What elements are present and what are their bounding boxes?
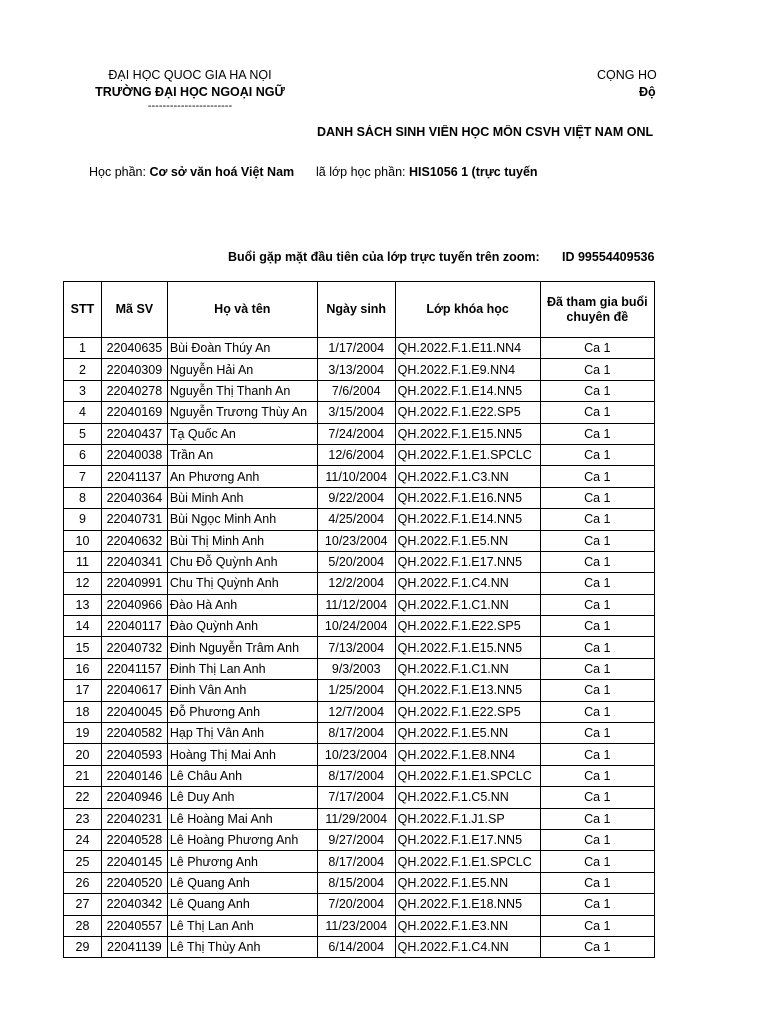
cell-stt: 4 <box>64 402 102 423</box>
column-header: Họ và tên <box>167 282 317 338</box>
cell-full-name: Lê Phương Anh <box>167 851 317 872</box>
cell-stt: 20 <box>64 744 102 765</box>
cell-session: Ca 1 <box>540 936 654 957</box>
cell-stt: 14 <box>64 616 102 637</box>
cell-student-id: 22040309 <box>101 359 167 380</box>
table-row <box>64 551 655 572</box>
course-name: Cơ sở văn hoá Việt Nam <box>149 165 295 179</box>
cell-stt: 2 <box>64 359 102 380</box>
cell-session: Ca 1 <box>540 594 654 615</box>
cell-birth-date: 12/7/2004 <box>317 701 395 722</box>
cell-full-name: Nguyễn Thị Thanh An <box>167 380 317 401</box>
cell-birth-date: 8/15/2004 <box>317 872 395 893</box>
table-row <box>64 594 655 615</box>
cell-class: QH.2022.F.1.E15.NN5 <box>395 637 540 658</box>
cell-birth-date: 3/13/2004 <box>317 359 395 380</box>
cell-student-id: 22040966 <box>101 594 167 615</box>
cell-birth-date: 8/17/2004 <box>317 851 395 872</box>
cell-birth-date: 5/20/2004 <box>317 551 395 572</box>
cell-stt: 18 <box>64 701 102 722</box>
cell-full-name: Đinh Vân Anh <box>167 680 317 701</box>
cell-session: Ca 1 <box>540 851 654 872</box>
cell-class: QH.2022.F.1.E16.NN5 <box>395 487 540 508</box>
cell-session: Ca 1 <box>540 573 654 594</box>
cell-birth-date: 11/12/2004 <box>317 594 395 615</box>
cell-class: QH.2022.F.1.E14.NN5 <box>395 509 540 530</box>
cell-class: QH.2022.F.1.C1.NN <box>395 594 540 615</box>
course-label: Học phần: <box>89 165 146 179</box>
cell-class: QH.2022.F.1.C5.NN <box>395 787 540 808</box>
cell-session: Ca 1 <box>540 530 654 551</box>
cell-birth-date: 11/23/2004 <box>317 915 395 936</box>
cell-birth-date: 4/25/2004 <box>317 509 395 530</box>
cell-birth-date: 10/23/2004 <box>317 744 395 765</box>
cell-stt: 22 <box>64 787 102 808</box>
cell-birth-date: 7/13/2004 <box>317 637 395 658</box>
cell-session: Ca 1 <box>540 551 654 572</box>
independence-heading: Độ <box>639 85 656 99</box>
table-row <box>64 723 655 744</box>
cell-birth-date: 3/15/2004 <box>317 402 395 423</box>
cell-student-id: 22040342 <box>101 894 167 915</box>
cell-stt: 16 <box>64 658 102 679</box>
cell-birth-date: 7/17/2004 <box>317 787 395 808</box>
university-name: ĐẠI HỌC QUOC GIA HA NỌI <box>108 68 272 82</box>
cell-class: QH.2022.F.1.E17.NN5 <box>395 829 540 850</box>
table-row <box>64 380 655 401</box>
cell-student-id: 22040732 <box>101 637 167 658</box>
cell-student-id: 22040731 <box>101 509 167 530</box>
cell-student-id: 22040635 <box>101 338 167 359</box>
cell-class: QH.2022.F.1.E11.NN4 <box>395 338 540 359</box>
cell-student-id: 22041137 <box>101 466 167 487</box>
cell-student-id: 22040169 <box>101 402 167 423</box>
cell-student-id: 22040117 <box>101 616 167 637</box>
column-header: Đã tham gia buổi chuyên đề <box>540 282 654 338</box>
table-row <box>64 872 655 893</box>
cell-session: Ca 1 <box>540 509 654 530</box>
cell-full-name: Bùi Ngọc Minh Anh <box>167 509 317 530</box>
cell-class: QH.2022.F.1.C3.NN <box>395 466 540 487</box>
cell-full-name: Lê Thị Lan Anh <box>167 915 317 936</box>
cell-stt: 5 <box>64 423 102 444</box>
student-roster-table <box>63 281 655 958</box>
cell-birth-date: 7/6/2004 <box>317 380 395 401</box>
cell-full-name: Lê Quang Anh <box>167 872 317 893</box>
cell-full-name: Lê Quang Anh <box>167 894 317 915</box>
cell-birth-date: 8/17/2004 <box>317 723 395 744</box>
cell-class: QH.2022.F.1.E18.NN5 <box>395 894 540 915</box>
cell-full-name: Đỗ Phương Anh <box>167 701 317 722</box>
cell-full-name: Lê Thị Thùy Anh <box>167 936 317 957</box>
cell-session: Ca 1 <box>540 723 654 744</box>
table-row <box>64 423 655 444</box>
cell-full-name: Đinh Nguyễn Trâm Anh <box>167 637 317 658</box>
cell-session: Ca 1 <box>540 402 654 423</box>
table-row <box>64 338 655 359</box>
cell-birth-date: 12/2/2004 <box>317 573 395 594</box>
cell-student-id: 22040520 <box>101 872 167 893</box>
cell-class: QH.2022.F.1.E13.NN5 <box>395 680 540 701</box>
cell-stt: 26 <box>64 872 102 893</box>
zoom-meeting-label: Buổi gặp mặt đầu tiên của lớp trực tuyến trên zoom: <box>228 250 540 264</box>
cell-birth-date: 7/20/2004 <box>317 894 395 915</box>
cell-stt: 17 <box>64 680 102 701</box>
cell-full-name: Hạp Thị Vân Anh <box>167 723 317 744</box>
cell-session: Ca 1 <box>540 680 654 701</box>
cell-session: Ca 1 <box>540 637 654 658</box>
document-title: DANH SÁCH SINH VIÊN HỌC MÔN CSVH VIỆT NAM ONL <box>317 125 654 139</box>
table-row <box>64 573 655 594</box>
cell-birth-date: 10/24/2004 <box>317 616 395 637</box>
table-row <box>64 936 655 957</box>
cell-student-id: 22040946 <box>101 787 167 808</box>
table-row <box>64 808 655 829</box>
cell-stt: 21 <box>64 765 102 786</box>
cell-session: Ca 1 <box>540 338 654 359</box>
cell-student-id: 22040632 <box>101 530 167 551</box>
cell-session: Ca 1 <box>540 744 654 765</box>
cell-session: Ca 1 <box>540 380 654 401</box>
cell-session: Ca 1 <box>540 359 654 380</box>
cell-class: QH.2022.F.1.C1.NN <box>395 658 540 679</box>
cell-class: QH.2022.F.1.C4.NN <box>395 573 540 594</box>
cell-student-id: 22040528 <box>101 829 167 850</box>
cell-full-name: Nguyễn Trương Thùy An <box>167 402 317 423</box>
cell-full-name: Bùi Minh Anh <box>167 487 317 508</box>
cell-birth-date: 1/25/2004 <box>317 680 395 701</box>
cell-full-name: Tạ Quốc An <box>167 423 317 444</box>
cell-student-id: 22040341 <box>101 551 167 572</box>
cell-birth-date: 12/6/2004 <box>317 444 395 465</box>
cell-class: QH.2022.F.1.E5.NN <box>395 723 540 744</box>
cell-class: QH.2022.F.1.E1.SPCLC <box>395 765 540 786</box>
cell-student-id: 22040231 <box>101 808 167 829</box>
cell-class: QH.2022.F.1.E22.SP5 <box>395 701 540 722</box>
cell-stt: 19 <box>64 723 102 744</box>
republic-heading: CỌNG HO <box>597 68 657 82</box>
cell-session: Ca 1 <box>540 658 654 679</box>
cell-student-id: 22040038 <box>101 444 167 465</box>
table-row <box>64 444 655 465</box>
cell-class: QH.2022.F.1.E5.NN <box>395 872 540 893</box>
cell-birth-date: 11/29/2004 <box>317 808 395 829</box>
cell-student-id: 22040278 <box>101 380 167 401</box>
cell-student-id: 22041139 <box>101 936 167 957</box>
cell-stt: 25 <box>64 851 102 872</box>
cell-full-name: Bùi Thị Minh Anh <box>167 530 317 551</box>
cell-birth-date: 9/22/2004 <box>317 487 395 508</box>
table-row <box>64 894 655 915</box>
table-row <box>64 637 655 658</box>
cell-stt: 12 <box>64 573 102 594</box>
cell-stt: 27 <box>64 894 102 915</box>
cell-session: Ca 1 <box>540 765 654 786</box>
cell-full-name: Lê Hoàng Phương Anh <box>167 829 317 850</box>
cell-stt: 24 <box>64 829 102 850</box>
table-row <box>64 487 655 508</box>
cell-session: Ca 1 <box>540 466 654 487</box>
cell-full-name: Chu Đỗ Quỳnh Anh <box>167 551 317 572</box>
cell-student-id: 22041157 <box>101 658 167 679</box>
cell-student-id: 22040617 <box>101 680 167 701</box>
cell-session: Ca 1 <box>540 444 654 465</box>
cell-full-name: Hoàng Thị Mai Anh <box>167 744 317 765</box>
cell-stt: 13 <box>64 594 102 615</box>
class-code: HIS1056 1 (trực tuyến <box>409 165 538 179</box>
cell-full-name: Lê Duy Anh <box>167 787 317 808</box>
cell-student-id: 22040582 <box>101 723 167 744</box>
table-row <box>64 765 655 786</box>
cell-birth-date: 9/27/2004 <box>317 829 395 850</box>
cell-stt: 3 <box>64 380 102 401</box>
table-row <box>64 787 655 808</box>
cell-birth-date: 8/17/2004 <box>317 765 395 786</box>
table-row <box>64 402 655 423</box>
cell-session: Ca 1 <box>540 487 654 508</box>
cell-class: QH.2022.F.1.E8.NN4 <box>395 744 540 765</box>
table-header-row <box>64 282 655 338</box>
cell-full-name: Đào Hà Anh <box>167 594 317 615</box>
table-row <box>64 530 655 551</box>
cell-birth-date: 7/24/2004 <box>317 423 395 444</box>
cell-full-name: An Phương Anh <box>167 466 317 487</box>
cell-session: Ca 1 <box>540 787 654 808</box>
cell-class: QH.2022.F.1.J1.SP <box>395 808 540 829</box>
cell-student-id: 22040437 <box>101 423 167 444</box>
table-row <box>64 851 655 872</box>
cell-stt: 11 <box>64 551 102 572</box>
cell-student-id: 22040991 <box>101 573 167 594</box>
cell-birth-date: 10/23/2004 <box>317 530 395 551</box>
cell-student-id: 22040145 <box>101 851 167 872</box>
cell-student-id: 22040045 <box>101 701 167 722</box>
cell-stt: 15 <box>64 637 102 658</box>
cell-stt: 10 <box>64 530 102 551</box>
cell-class: QH.2022.F.1.E17.NN5 <box>395 551 540 572</box>
cell-session: Ca 1 <box>540 872 654 893</box>
table-row <box>64 509 655 530</box>
cell-birth-date: 9/3/2003 <box>317 658 395 679</box>
cell-full-name: Đào Quỳnh Anh <box>167 616 317 637</box>
cell-class: QH.2022.F.1.E14.NN5 <box>395 380 540 401</box>
cell-class: QH.2022.F.1.E5.NN <box>395 530 540 551</box>
cell-birth-date: 11/10/2004 <box>317 466 395 487</box>
cell-full-name: Lê Châu Anh <box>167 765 317 786</box>
cell-full-name: Lê Hoàng Mai Anh <box>167 808 317 829</box>
cell-full-name: Bùi Đoàn Thúy An <box>167 338 317 359</box>
cell-class: QH.2022.F.1.E9.NN4 <box>395 359 540 380</box>
header-separator: ----------------------- <box>147 100 233 112</box>
cell-birth-date: 1/17/2004 <box>317 338 395 359</box>
cell-session: Ca 1 <box>540 894 654 915</box>
cell-stt: 28 <box>64 915 102 936</box>
cell-stt: 6 <box>64 444 102 465</box>
school-name: TRƯỜNG ĐẠI HỌC NGOẠI NGỮ <box>95 85 285 99</box>
table-row <box>64 359 655 380</box>
cell-class: QH.2022.F.1.E22.SP5 <box>395 402 540 423</box>
table-row <box>64 658 655 679</box>
cell-full-name: Đinh Thị Lan Anh <box>167 658 317 679</box>
cell-stt: 29 <box>64 936 102 957</box>
table-row <box>64 744 655 765</box>
table-body <box>64 338 655 958</box>
cell-student-id: 22040593 <box>101 744 167 765</box>
column-header: Mã SV <box>101 282 167 338</box>
cell-class: QH.2022.F.1.E22.SP5 <box>395 616 540 637</box>
table-row <box>64 701 655 722</box>
cell-session: Ca 1 <box>540 616 654 637</box>
cell-student-id: 22040364 <box>101 487 167 508</box>
column-header: Lớp khóa học <box>395 282 540 338</box>
cell-class: QH.2022.F.1.E1.SPCLC <box>395 444 540 465</box>
table-row <box>64 616 655 637</box>
cell-student-id: 22040557 <box>101 915 167 936</box>
cell-full-name: Trần An <box>167 444 317 465</box>
cell-class: QH.2022.F.1.E3.NN <box>395 915 540 936</box>
column-header: Ngày sinh <box>317 282 395 338</box>
cell-stt: 8 <box>64 487 102 508</box>
cell-stt: 9 <box>64 509 102 530</box>
cell-full-name: Chu Thị Quỳnh Anh <box>167 573 317 594</box>
table-row <box>64 680 655 701</box>
table-row <box>64 466 655 487</box>
cell-session: Ca 1 <box>540 808 654 829</box>
class-code-label: lã lớp học phần: <box>316 165 406 179</box>
cell-session: Ca 1 <box>540 829 654 850</box>
cell-session: Ca 1 <box>540 701 654 722</box>
cell-student-id: 22040146 <box>101 765 167 786</box>
cell-session: Ca 1 <box>540 423 654 444</box>
cell-session: Ca 1 <box>540 915 654 936</box>
cell-stt: 1 <box>64 338 102 359</box>
cell-stt: 23 <box>64 808 102 829</box>
table-row <box>64 829 655 850</box>
column-header: STT <box>64 282 102 338</box>
cell-stt: 7 <box>64 466 102 487</box>
cell-class: QH.2022.F.1.E1.SPCLC <box>395 851 540 872</box>
table-row <box>64 915 655 936</box>
cell-birth-date: 6/14/2004 <box>317 936 395 957</box>
cell-class: QH.2022.F.1.C4.NN <box>395 936 540 957</box>
cell-full-name: Nguyễn Hải An <box>167 359 317 380</box>
zoom-meeting-id: ID 99554409536 <box>562 250 655 264</box>
cell-class: QH.2022.F.1.E15.NN5 <box>395 423 540 444</box>
